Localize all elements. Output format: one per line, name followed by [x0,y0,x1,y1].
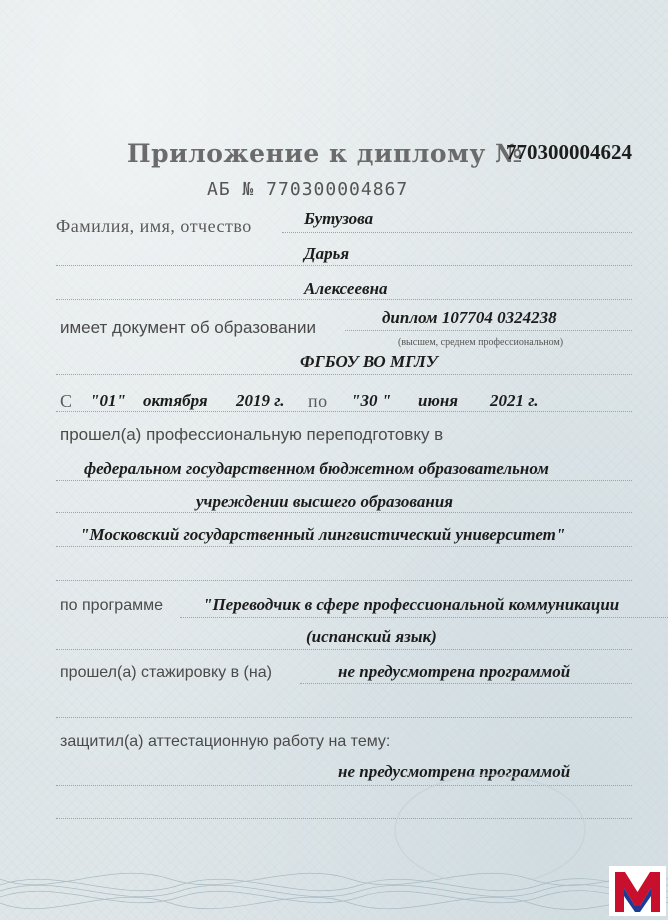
period-from-year: 2019 г. [236,391,285,410]
program-rule-2 [56,649,632,650]
doc-value: диплом 107704 0324238 [382,308,557,327]
institution-line [56,374,632,375]
internship-rule-2 [56,717,632,718]
institution-value: ФГБОУ ВО МГЛУ [300,352,438,371]
patronymic-value: Алексеевна [304,279,388,298]
program-line-2: (испанский язык) [306,627,437,646]
period-to-day: "30 " [351,391,392,410]
fio-line-1 [282,232,632,233]
faint-seal [380,760,600,880]
surname-value: Бутузова [304,209,374,228]
retraining-label: прошел(а) профессиональную переподготовку в [60,425,444,444]
period-from-month: октября [143,391,208,410]
internship-value: не предусмотрена программой [338,662,571,681]
retraining-rule-2 [56,512,632,513]
program-rule-1 [180,617,668,618]
retraining-rule-3 [56,546,632,547]
retraining-line-3: "Московский государственный лингвистический университет" [80,525,566,544]
period-from-day: "01" [90,391,126,410]
period-line [56,411,632,412]
period-to-year: 2021 г. [490,391,539,410]
series-number: АБ № 770300004867 [207,179,409,200]
program-line-1: "Переводчик в сфере профессиональной коммуникации [203,595,620,614]
fio-label: Фамилия, имя, отчество [56,216,252,236]
name-value: Дарья [304,244,350,263]
diploma-number: 770300004624 [506,140,632,164]
retraining-rule-1 [56,480,632,481]
retraining-line-1: федеральном государственном бюджетном образовательном [84,459,549,478]
period-to-label: по [308,391,328,411]
logo-m-icon [609,866,666,916]
brand-logo [609,866,666,916]
thesis-value: не предусмотрена программой [338,762,571,781]
retraining-rule-4 [56,580,632,581]
internship-label: прошел(а) стажировку в (на) [60,664,272,681]
period-from-label: С [60,391,73,411]
doc-label: имеет документ об образовании [60,318,316,337]
document-title: Приложение к диплому № [127,139,523,168]
doc-hint: (высшем, среднем профессиональном) [398,337,564,348]
retraining-line-2: учреждении высшего образования [196,492,454,511]
thesis-label: защитил(а) аттестационную работу на тему: [60,733,391,750]
internship-rule-1 [300,683,632,684]
doc-line [345,330,632,331]
period-to-month: июня [418,391,459,410]
fio-line-2 [56,265,632,266]
fio-line-3 [56,299,632,300]
program-label: по программе [60,597,163,614]
